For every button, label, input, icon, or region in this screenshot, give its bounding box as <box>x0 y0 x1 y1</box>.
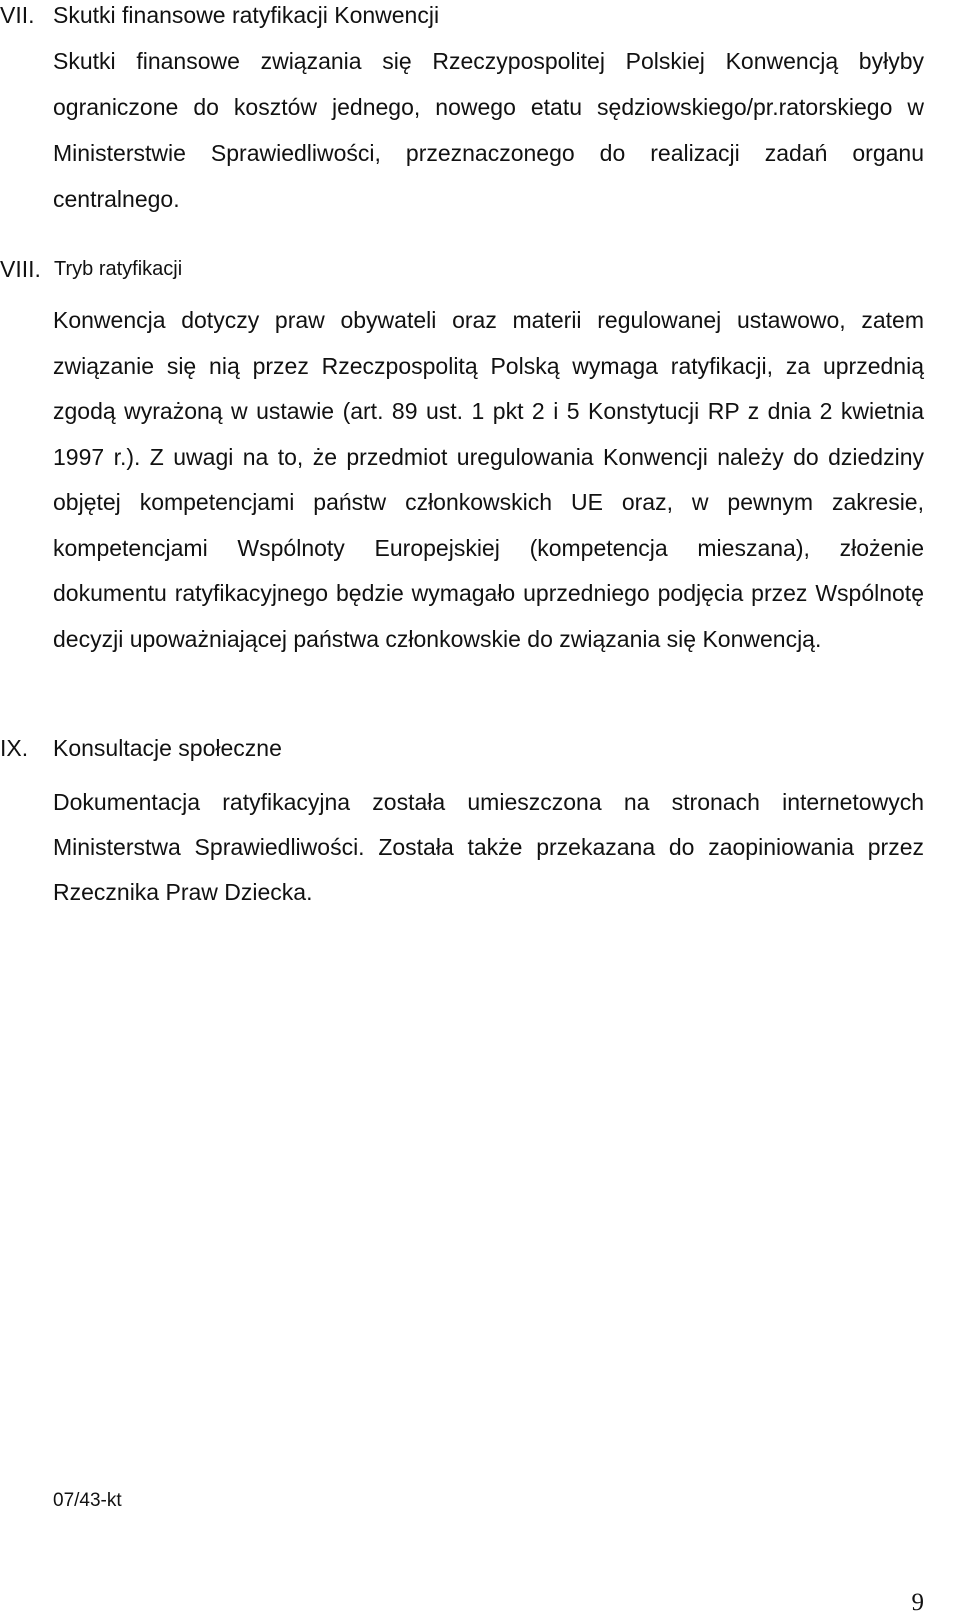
section-heading <box>0 0 960 30</box>
page-number: 9 <box>911 1589 924 1616</box>
section-number: VIII. <box>0 256 41 282</box>
section-paragraph: Skutki finansowe związania się Rzeczypospolitej Polskiej Konwencją byłyby ograniczone do kosztów jednego, nowego etatu sędziowskiego/pr.ratorskiego w Ministerstwie Sprawiedliwości, przeznaczonego do realizacji zadań organu centralnego. <box>53 48 924 212</box>
section-heading <box>0 733 960 763</box>
section-heading <box>0 254 960 284</box>
section-paragraph: Konwencja dotyczy praw obywateli oraz materii regulowanej ustawowo, zatem związanie się nią przez Rzeczpospolitą Polską wymaga ratyfikacji, za uprzednią zgodą wyrażoną w ustawie (art. 89 ust. 1 pkt 2 i 5 Konstytucji RP z dnia 2 kwietnia 1997 r.). Z uwagi na to, że przedmiot uregulowania Konwencji należy do dziedziny objętej kompetencjami państw członkowskich UE oraz, w pewnym zakresie, kompetencjami Wspólnoty Europejskiej (kompetencja mieszana), złożenie dokumentu ratyfikacyjnego będzie wymagało uprzedniego podjęcia przez Wspólnotę decyzji upoważniającej państwa członkowskie do związania się Konwencją. <box>53 307 924 652</box>
section-number: IX. <box>0 735 29 761</box>
section-paragraph: Dokumentacja ratyfikacyjna została umieszczona na stronach internetowych Ministerstwa Sprawiedliwości. Została także przekazana do zaopiniowania przez Rzecznika Praw Dziecka. <box>53 789 924 905</box>
section-viii <box>0 254 960 284</box>
section-number: VII. <box>0 2 35 28</box>
section-ix <box>0 733 960 763</box>
document-code: 07/43-kt <box>53 1490 122 1511</box>
section-title: Tryb ratyfikacji <box>54 258 183 280</box>
section-title: Konsultacje społeczne <box>53 735 282 761</box>
section-vii <box>0 0 960 30</box>
section-title: Skutki finansowe ratyfikacji Konwencji <box>53 2 440 28</box>
